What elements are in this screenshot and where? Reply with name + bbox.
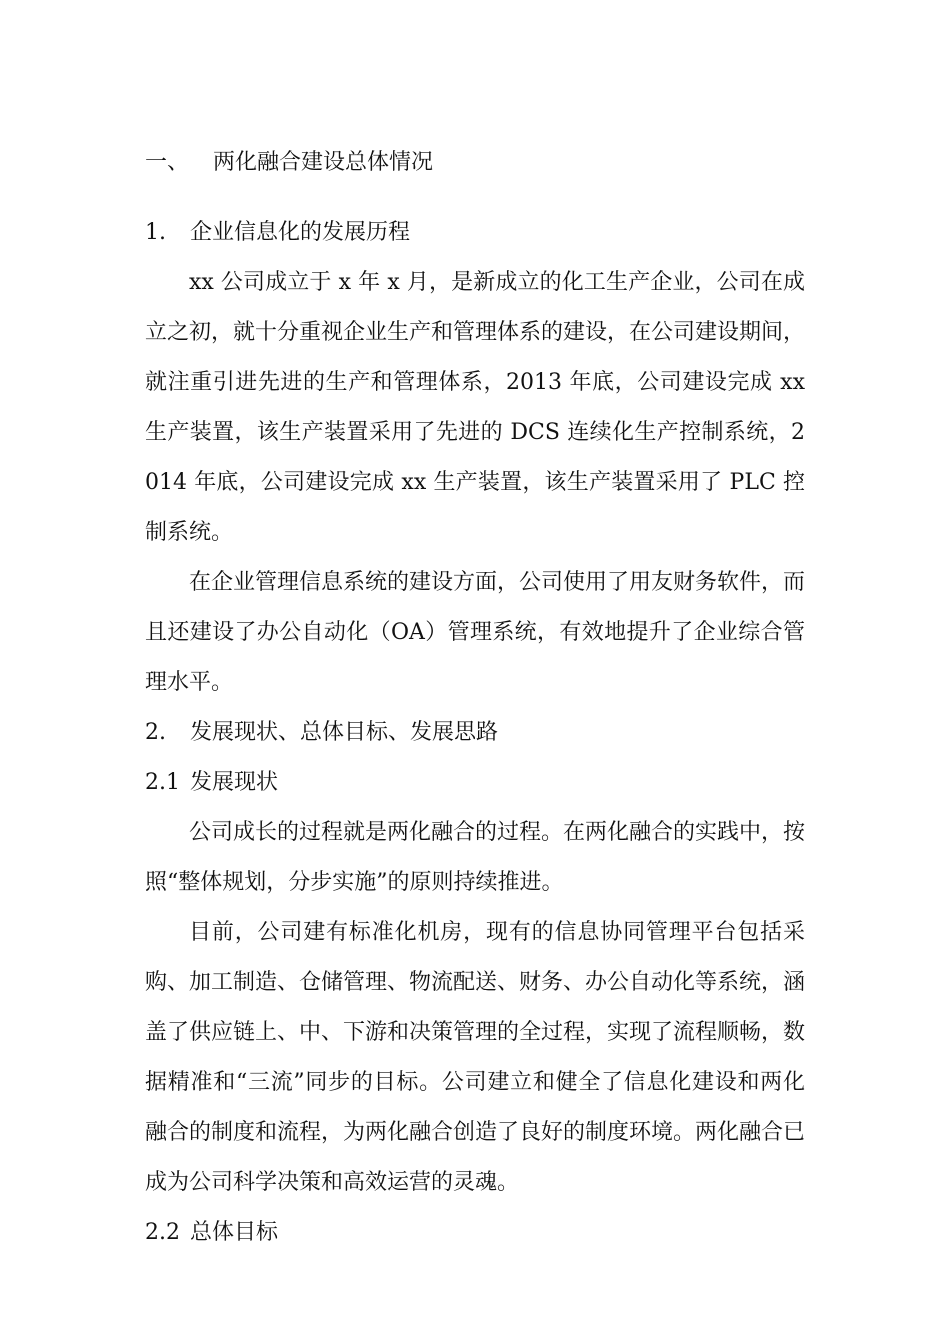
subsection-number: 2.: [145, 720, 166, 745]
subsection-number: 2.2: [145, 1220, 180, 1245]
paragraph-history: xx 公司成立于 x 年 x 月，是新成立的化工生产企业，公司在成立之初，就十分重视企业生产和管理体系的建设，在公司建设期间，就注重引进先进的生产和管理体系，2013 年底，公司建设完成 xx 生产装置，该生产装置采用了先进的 DCS 连续化生产控制系统，2014 年底，公司建设完成 xx 生产装置，该生产装置采用了 PLC 控制系统。: [145, 270, 806, 545]
section-number: 一、: [145, 150, 190, 175]
subsection-number: 1.: [145, 220, 166, 245]
paragraph-current-status: 目前，公司建有标准化机房，现有的信息协同管理平台包括采购、加工制造、仓储管理、物流配送、财务、办公自动化等系统，涵盖了供应链上、中、下游和决策管理的全过程，实现了流程顺畅，数据精准和“三流”同步的目标。公司建立和健全了信息化建设和两化融合的制度和流程，为两化融合创造了良好的制度环境。两化融合已成为公司科学决策和高效运营的灵魂。: [145, 920, 806, 1195]
subsection-heading-2-2: [145, 1208, 805, 1258]
subsection-title: 发展现状: [190, 770, 279, 795]
subsection-title: 发展现状、总体目标、发展思路: [190, 720, 499, 745]
subsection-heading-1: [145, 208, 805, 258]
section-title: 两化融合建设总体情况: [213, 150, 434, 175]
paragraph-management-systems: 在企业管理信息系统的建设方面，公司使用了用友财务软件，而且还建设了办公自动化（OA）管理系统，有效地提升了企业综合管理水平。: [145, 570, 806, 695]
subsection-number: 2.1: [145, 770, 180, 795]
section-heading-1: [145, 138, 805, 188]
subsection-title: 总体目标: [190, 1220, 279, 1245]
subsection-heading-2: [145, 708, 805, 758]
subsection-title: 企业信息化的发展历程: [190, 220, 411, 245]
document-body: [145, 138, 805, 1258]
subsection-heading-2-1: [145, 758, 805, 808]
paragraph-growth: 公司成长的过程就是两化融合的过程。在两化融合的实践中，按照“整体规划，分步实施”的原则持续推进。: [145, 820, 806, 895]
